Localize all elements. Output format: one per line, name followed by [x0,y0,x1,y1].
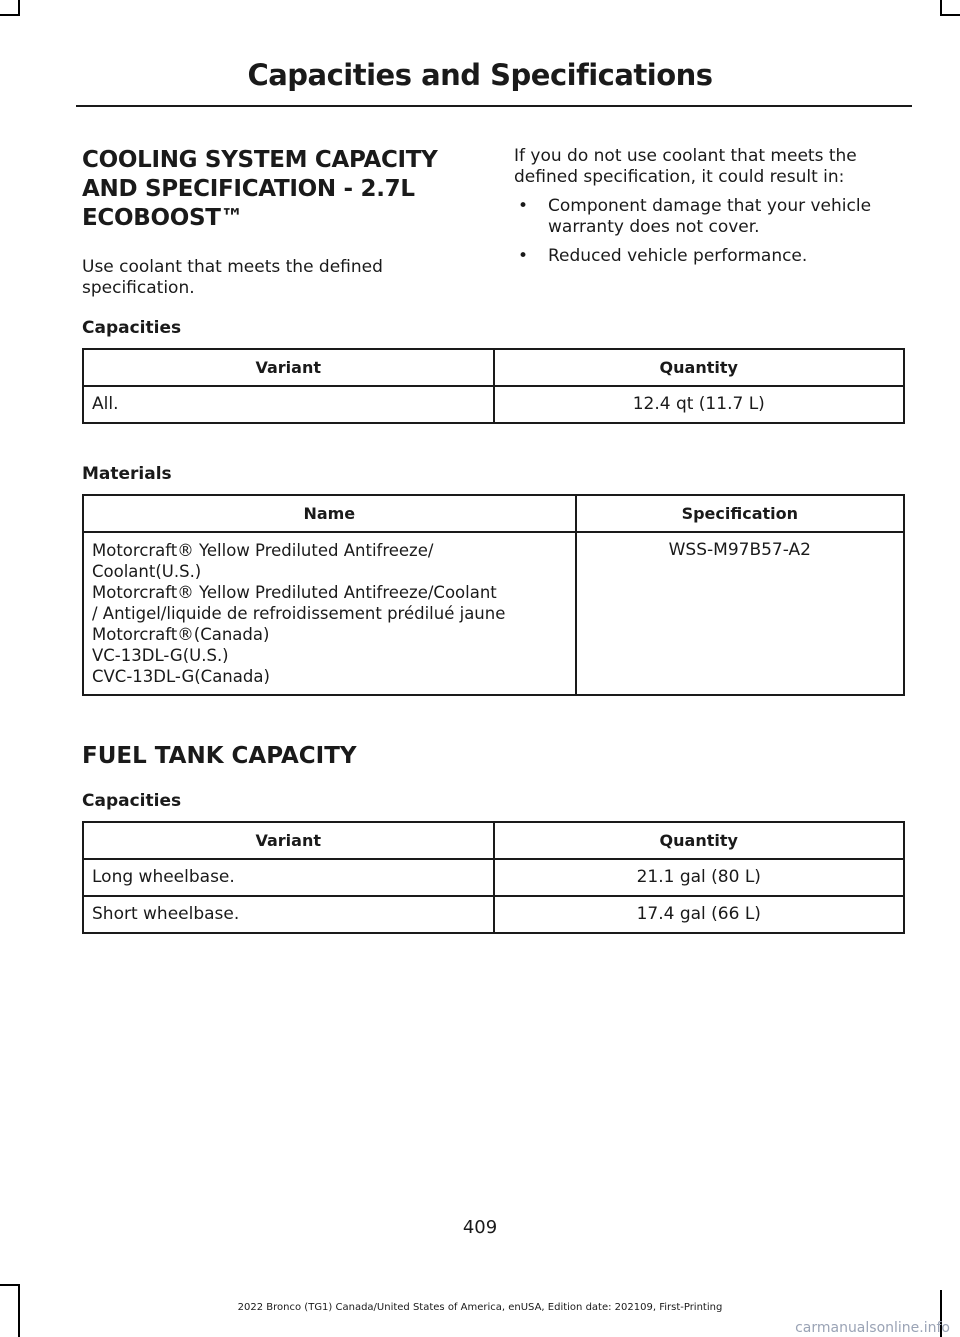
table-cell: 21.1 gal (80 L) [494,859,905,896]
material-name-line: Motorcraft® Yellow Prediluted Antifreeze/ [92,541,434,560]
cooling-warning-column [514,146,909,267]
material-name-line: CVC-13DL-G(Canada) [92,667,270,686]
table-row [83,896,904,933]
warning-bullet-text: Reduced vehicle performance. [548,246,808,266]
table-cell: Long wheelbase. [83,859,494,896]
table-header-row [83,349,904,386]
material-name-line: / Antigel/liquide de refroidissement prédilué jaune [92,604,506,623]
crop-mark [940,14,960,16]
bullet-icon: • [518,246,529,266]
fuel-heading: FUEL TANK CAPACITY [82,743,357,769]
table-row [83,386,904,423]
warning-bullet-text: Component damage that your vehicle warranty does not cover. [548,196,872,237]
column-header: Variant [83,349,494,386]
cooling-capacities-table [82,348,905,424]
table-cell: Short wheelbase. [83,896,494,933]
table-cell: All. [83,386,494,423]
materials-label: Materials [82,464,172,484]
column-header: Specification [576,495,904,532]
material-name-line: Motorcraft®(Canada) [92,625,270,644]
watermark: carmanualsonline.info [795,1320,950,1336]
edition-footer: 2022 Bronco (TG1) Canada/United States of America, enUSA, Edition date: 202109, First-Printing [237,1302,723,1313]
fuel-capacities-label: Capacities [82,791,182,811]
table-row [83,532,904,695]
column-header: Quantity [494,822,905,859]
table-row [83,859,904,896]
cooling-capacities-label: Capacities [82,318,182,338]
table-cell: WSS-M97B57-A2 [576,532,904,695]
warning-bullet [514,246,909,267]
crop-mark [18,0,20,14]
header-divider [76,105,912,107]
material-name-line: VC-13DL-G(U.S.) [92,646,229,665]
column-header: Variant [83,822,494,859]
fuel-capacities-table [82,821,905,934]
cooling-heading-line-2: AND SPECIFICATION - 2.7L [82,176,415,202]
table-cell [83,532,576,695]
cooling-warning-text: If you do not use coolant that meets the defined specification, it could result in: [514,146,857,187]
bullet-icon: • [518,196,529,216]
table-cell: 12.4 qt (11.7 L) [494,386,905,423]
table-header-row [83,822,904,859]
column-header: Name [83,495,576,532]
crop-mark [940,0,942,14]
page-number: 409 [462,1217,498,1238]
table-cell: 17.4 gal (66 L) [494,896,905,933]
warning-bullet [514,196,909,238]
cooling-intro-column [82,146,482,299]
table-header-row [83,495,904,532]
crop-mark [0,1284,20,1286]
cooling-intro-text: Use coolant that meets the defined specification. [82,257,383,298]
materials-table [82,494,905,696]
column-header: Quantity [494,349,905,386]
material-name-line: Coolant(U.S.) [92,562,202,581]
crop-mark [0,14,20,16]
cooling-heading-line-1: COOLING SYSTEM CAPACITY [82,147,438,173]
material-name-line: Motorcraft® Yellow Prediluted Antifreeze/Coolant [92,583,497,602]
cooling-heading-line-3: ECOBOOST™ [82,205,244,231]
page-title: Capacities and Specifications [247,58,713,92]
